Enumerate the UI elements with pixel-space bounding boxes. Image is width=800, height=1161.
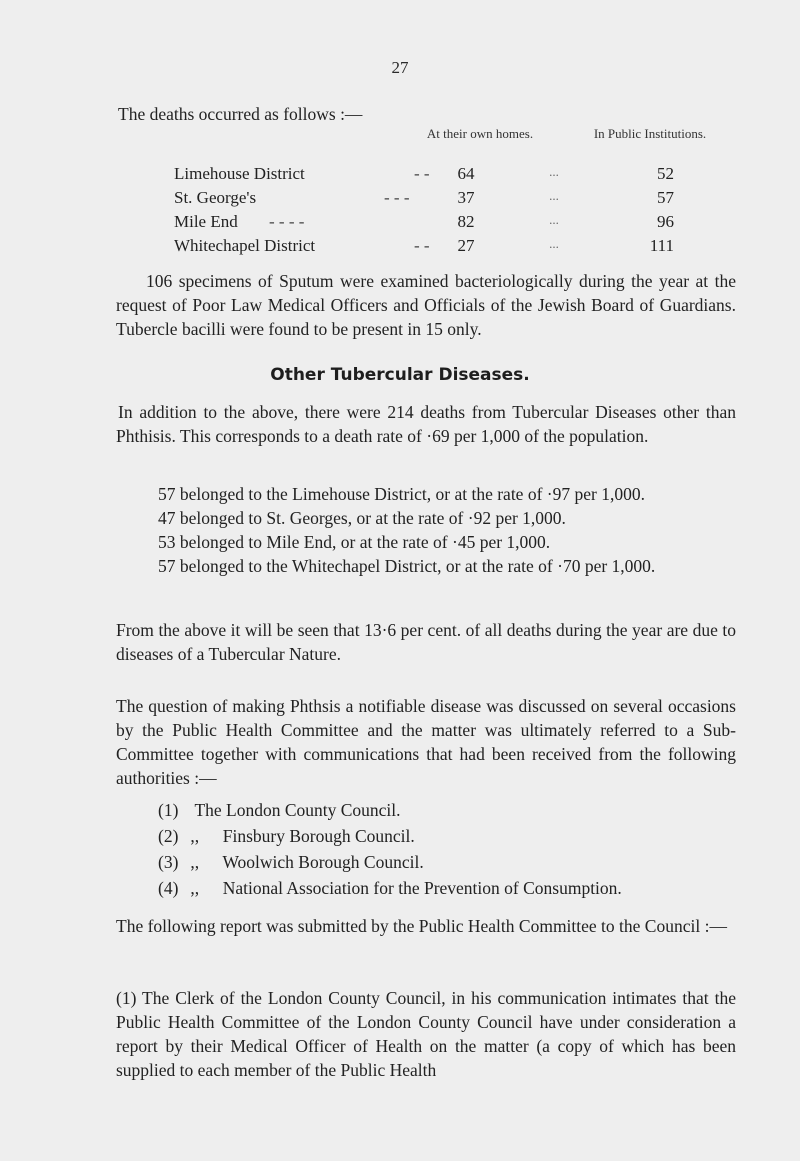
table-row: [174, 188, 734, 212]
belonged-line: 57 belonged to the Limehouse District, or at the rate of ·97 per 1,000.: [158, 484, 645, 504]
institutions-value: 52: [657, 164, 674, 183]
notifiable-paragraph: The question of making Phthsis a notifiable disease was discussed on several occasions by the Public Health Committee and the matter was ultimately referred to a Sub-Committee together with communications that had been received from the following authorities :—: [116, 696, 736, 788]
leader-dashes: - - - -: [269, 212, 305, 231]
column-header-institutions: In Public Institutions.: [593, 126, 707, 141]
leader-dashes: - -: [414, 236, 430, 255]
table-row: [174, 236, 734, 260]
section-heading: Other Tubercular Diseases.: [270, 365, 530, 385]
leader-dots: ...: [549, 164, 559, 179]
institutions-value: 111: [649, 236, 674, 255]
column-header-homes: At their own homes.: [426, 126, 534, 141]
table-row: [174, 212, 734, 236]
district-name: Mile End: [174, 212, 238, 231]
district-name: St. George's: [174, 188, 257, 207]
authority-item: [158, 826, 738, 847]
authority-name: National Association for the Prevention of Consumption.: [222, 878, 622, 898]
ditto-mark: ,,: [190, 826, 200, 846]
clerk-paragraph: (1) The Clerk of the London County Council, in his communication intimates that the Public Health Committee of the London County Council have under consideration a report by their Medical Officer of Health on the matter (a copy of which has been supplied to each member of the Public Health: [116, 988, 736, 1080]
homes-value: 64: [457, 164, 475, 183]
percentage-paragraph: From the above it will be seen that 13·6 per cent. of all deaths during the year are due to diseases of a Tubercular Nature.: [116, 620, 736, 664]
belonged-line: 53 belonged to Mile End, or at the rate of ·45 per 1,000.: [158, 532, 551, 552]
authority-item: [158, 878, 738, 899]
deaths-intro: The deaths occurred as follows :—: [118, 104, 363, 124]
belonged-line: 47 belonged to St. Georges, or at the rate of ·92 per 1,000.: [158, 508, 566, 528]
authority-name: The London County Council.: [194, 800, 401, 820]
district-name: Whitechapel District: [174, 236, 316, 255]
sputum-paragraph: 106 specimens of Sputum were examined bacteriologically during the year at the request of Poor Law Medical Officers and Officials of the Jewish Board of Guardians. Tubercle bacilli were found to be present in 15 only.: [116, 271, 736, 339]
leader-dashes: - -: [414, 164, 430, 183]
ditto-mark: ,,: [190, 878, 200, 898]
authority-number: (1): [158, 800, 179, 820]
belonged-line: [158, 554, 738, 578]
table-row: [174, 164, 734, 188]
page-number: 27: [391, 58, 409, 77]
ditto-mark: ,,: [190, 852, 200, 872]
leader-dots: ...: [549, 212, 559, 227]
authority-name: Finsbury Borough Council.: [222, 826, 415, 846]
authority-name: Woolwich Borough Council.: [222, 852, 424, 872]
authority-number: (4): [158, 878, 179, 898]
leader-dots: ...: [549, 188, 559, 203]
leader-dashes: - - -: [384, 188, 410, 207]
other-tubercular-paragraph: In addition to the above, there were 214 deaths from Tubercular Diseases other than Phthisis. This corresponds to a death rate of ·69 per 1,000 of the population.: [116, 402, 736, 446]
homes-value: 37: [457, 188, 475, 207]
homes-value: 82: [457, 212, 475, 231]
authority-number: (3): [158, 852, 179, 872]
authority-number: (2): [158, 826, 179, 846]
leader-dots: ...: [549, 236, 559, 251]
district-name: Limehouse District: [174, 164, 305, 183]
institutions-value: 57: [657, 188, 674, 207]
authority-item: [158, 852, 738, 873]
institutions-value: 96: [657, 212, 674, 231]
report-intro-paragraph: The following report was submitted by the Public Health Committee to the Council :—: [116, 916, 727, 936]
homes-value: 27: [457, 236, 475, 255]
belonged-line-text: 57 belonged to the Whitechapel District, or at the rate of ·70 per 1,000.: [158, 556, 656, 576]
authority-item: [158, 800, 738, 821]
